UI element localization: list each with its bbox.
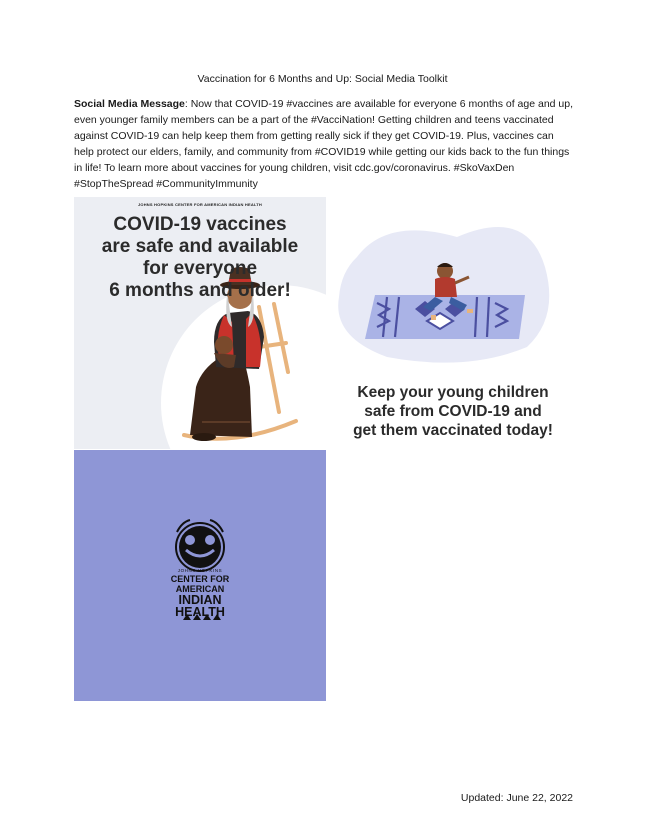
logo-line: AMERICAN [175, 584, 225, 594]
logo-line: INDIAN [178, 593, 222, 607]
elder-headline [74, 214, 326, 302]
child-message-line: safe from COVID-19 and [364, 403, 542, 420]
message-body: : Now that COVID-19 #vaccines are available for everyone 6 months of age and up, even younger family members can be a part of the #VacciNation! Getting children and teens vaccinated against COVID-19 can help keep them from getting really sick if they get COVID-19. Plus, vaccines can help protect our elders, family, and community from #COVID19 while getting our kids back to the fun things in life! To learn more about vaccines for young children, visit cdc.gov/coronavirus. #SkoVaxDen #StopTheSpread #CommunityImmunity [74, 98, 574, 190]
document-title: Vaccination for 6 Months and Up: Social Media Toolkit [197, 73, 448, 85]
elder-vaccine-graphic [74, 197, 326, 449]
child-message [327, 383, 579, 440]
logo-line: HEALTH [175, 605, 225, 619]
headline-line: are safe and available [101, 236, 299, 257]
headline-line: COVID-19 vaccines [113, 214, 287, 235]
org-label: JOHNS HOPKINS CENTER FOR AMERICAN INDIAN HEALTH [137, 202, 263, 207]
logo-graphic [74, 450, 326, 701]
social-media-message [74, 96, 574, 192]
headline-line: 6 months and older! [109, 280, 291, 301]
child-message-line: Keep your young children [357, 384, 549, 401]
updated-date: Updated: June 22, 2022 [460, 792, 573, 804]
child-message-line: get them vaccinated today! [353, 422, 553, 439]
child-vaccine-graphic [327, 197, 579, 449]
logo-line: CENTER FOR [170, 574, 230, 584]
logo-small-text: JOHNS HOPKINS [177, 568, 223, 573]
message-label: Social Media Message [74, 98, 185, 110]
headline-line: for everyone [142, 258, 258, 279]
